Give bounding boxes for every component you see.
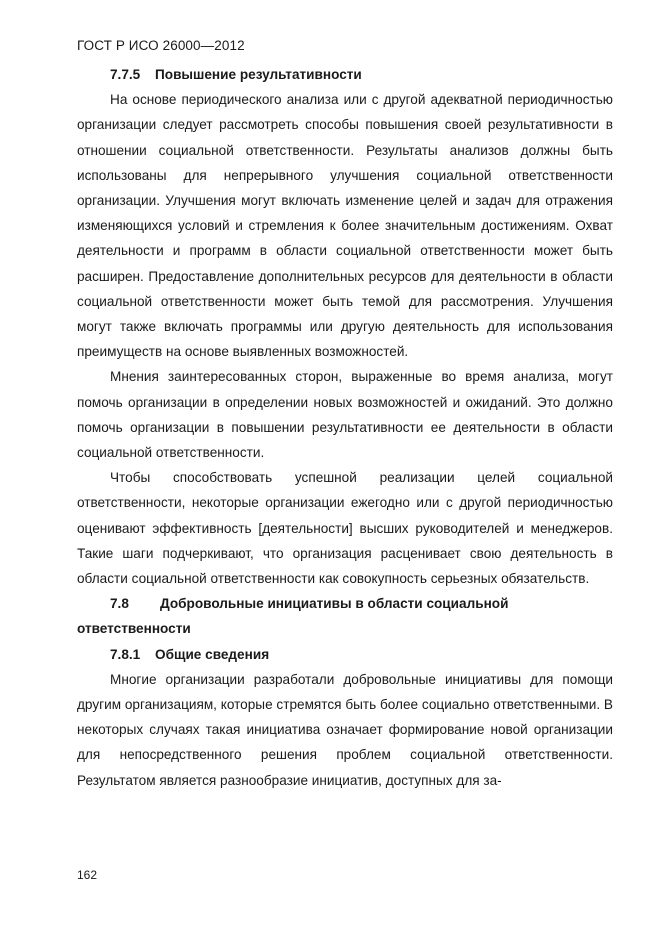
section-number: 7.8	[110, 596, 129, 612]
section-heading-7-8	[77, 591, 613, 641]
section-number: 7.7.5	[110, 67, 141, 82]
page-number: 162	[77, 868, 98, 882]
document-header: ГОСТ Р ИСО 26000—2012	[77, 38, 245, 53]
paragraph: На основе периодического анализа или с другой адекватной периодичностью организации следует рассмотреть способы повышения своей результативности в отношении социальной ответственности. Результаты анализов должны быть использованы для непрерывного улучшения социальной ответственности организации. Улучшения могут включать изменение целей и задач для отражения изменяющихся условий и стремления к более значительным достижениям. Охват деятельности и программ в области социальной ответственности может быть расширен. Предоставление дополнительных ресурсов для деятельности в области социальной ответственности может быть темой для рассмотрения. Улучшения могут также включать программы или другую деятельность для использования преимуществ на основе выявленных возможностей.	[77, 92, 613, 360]
section-heading-7-7-5	[77, 62, 613, 87]
section-title: Общие сведения	[155, 646, 270, 662]
paragraph: Мнения заинтересованных сторон, выраженные во время анализа, могут помочь организации в определении новых возможностей и ожиданий. Это должно помочь организации в повышении результативности ее деятельности в области социальной ответственности.	[77, 369, 613, 461]
section-title: Повышение результативности	[155, 67, 362, 82]
section-title: Добровольные инициативы в области социальной ответственности	[77, 596, 509, 637]
paragraph: Чтобы способствовать успешной реализации целей социальной ответственности, некоторые организации ежегодно или с другой периодичностью оценивают эффективность [деятельности] высших руководителей и менеджеров. Такие шаги подчеркивают, что организация расценивает свою деятельность в области социальной ответственности как совокупность серьезных обязательств.	[77, 470, 613, 587]
section-heading-7-8-1	[77, 642, 613, 667]
section-number: 7.8.1	[110, 646, 141, 662]
page-content	[77, 62, 613, 793]
paragraph: Многие организации разработали добровольные инициативы для помощи другим организациям, которые стремятся быть более социально ответственными. В некоторых случаях такая инициатива означает формирование новой организации для непосредственного решения проблем социальной ответственности. Результатом является разнообразие инициатив, доступных для за-	[77, 671, 613, 788]
